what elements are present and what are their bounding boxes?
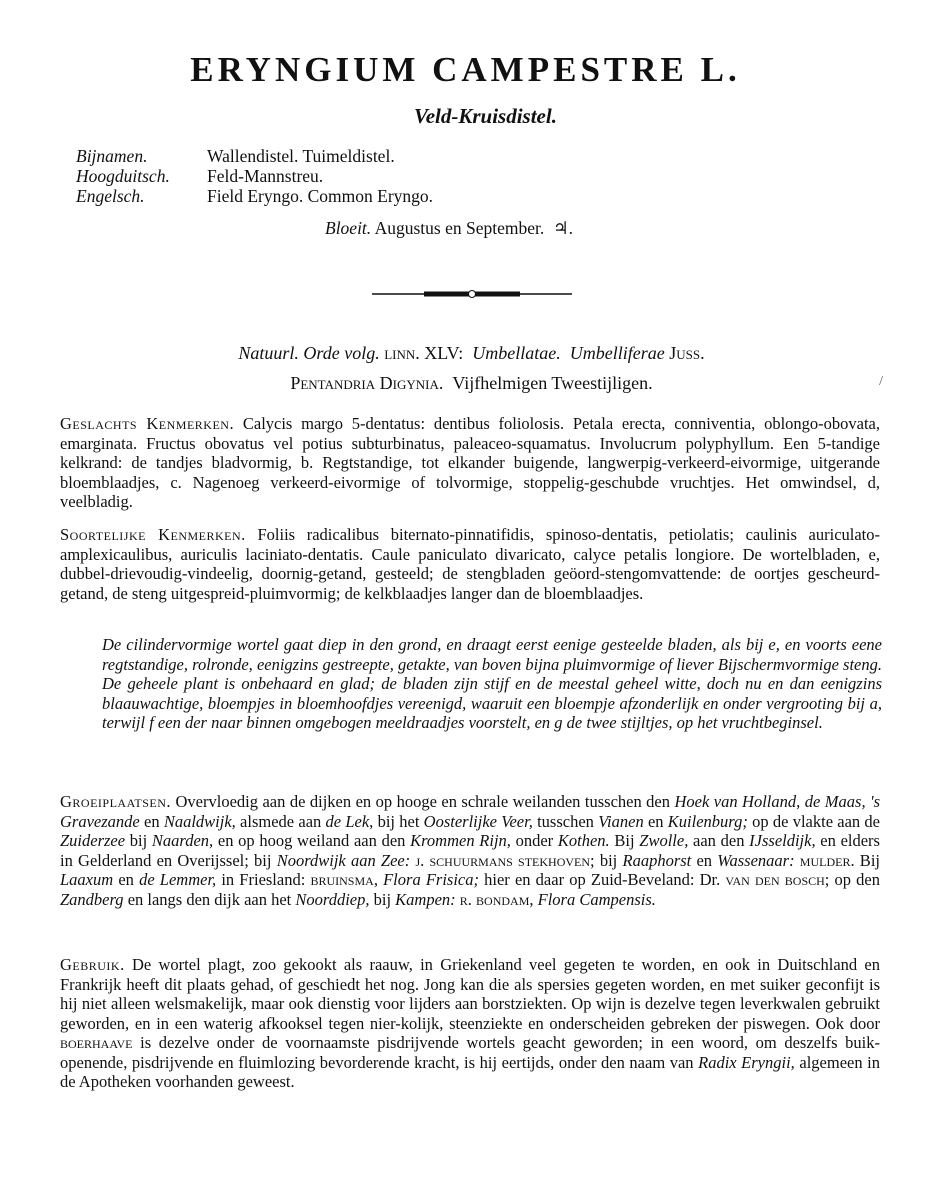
habitat-place: Vianen <box>598 811 644 831</box>
juss-abbrev: Juss. <box>669 343 705 363</box>
habitat-text: Bij <box>609 831 640 850</box>
collector-name: r. bondam, <box>455 889 534 909</box>
habitat-text: tusschen <box>532 811 599 831</box>
habitat-place: Kothen. <box>557 831 610 850</box>
habitat-text: Bij <box>854 850 880 870</box>
genus-characters-text: Calycis margo 5-dentatus: dentibus foliolosis. Petala erecta, conniventia, oblongo-obovata, emarginata. Fructus obovatus vel potius subturbinatus, paleaceo-squamatus. Involucrum polyphyllum. Een 5-tandige kelkrand: de tandjes bladvormig, b. Regtstandige, tot elkander buigende, langwerpig-verkeerd-eivormige, uitgerande bloemblaadjes, c. Nagenoeg verkeerd-eivormige of tolvormige, stoppelig-geschubde vruchtjes. Het omwindsel, d, veelbladig. <box>60 414 881 511</box>
drug-name: Radix Eryngii, <box>698 1052 795 1072</box>
collector-name: j. schuurmans stekhoven; <box>410 850 595 870</box>
habitat-text: bij <box>369 889 396 909</box>
habitat-text: in Friesland: <box>216 870 311 889</box>
linn-abbrev: linn. <box>384 343 420 363</box>
habitat-text: bij <box>125 831 152 850</box>
flowering-line <box>325 218 573 239</box>
synonym-row <box>76 186 433 206</box>
usage-heading: Gebruik. <box>60 955 125 974</box>
flowering-label: Bloeit. <box>325 218 372 238</box>
flowering-months: Augustus en September. <box>374 218 545 238</box>
habitat-text: onder <box>510 831 558 850</box>
synonym-value: Field Eryngo. Common Eryngo. <box>207 186 434 206</box>
species-characters <box>60 525 880 603</box>
genus-characters-heading: Geslachts Kenmerken. <box>60 414 235 433</box>
habitat-text: op den <box>829 870 881 889</box>
order-umbelliferae: Umbelliferae <box>569 343 665 363</box>
habitat-text: en <box>643 811 668 831</box>
habitat-place: Kampen: <box>395 889 456 909</box>
habitat-place: Oosterlijke Veer, <box>423 811 533 831</box>
flora-title: Flora Frisica; <box>377 870 479 889</box>
habitat-text: hier en daar op Zuid-Beveland: Dr. <box>479 870 726 889</box>
habitat-text: alsmede aan <box>235 811 326 831</box>
habitat-text: en <box>691 850 718 870</box>
usage-text: is dezelve onder de voornaamste pisdrijvende wortels geacht geworden; in een woord, om deszelfs buik-openende, pisdrijvende en fluimlozing bevorderende kracht, is hij eertijds, onder den naam van <box>60 1033 880 1072</box>
habitat-text: aan den <box>688 831 750 850</box>
habitat-text: en op hoog weiland aan den <box>213 831 411 850</box>
collector-name: mulder. <box>794 850 855 870</box>
habitat-text: bij <box>594 850 623 870</box>
order-number: XLV: <box>424 343 464 363</box>
habitat-place: Krommen Rijn, <box>410 831 511 850</box>
habitat-place: de Lek, <box>325 811 374 831</box>
margin-mark: / <box>879 374 883 389</box>
usage-text: De wortel plagt, zoo gekookt als raauw, in Griekenland veel gegeten te worden, en ook in Duitschland en Frankrijk heeft dit plaats gehad, of geschiedt het nog. Jong kan die als spersies gegeten worden, en met suiker geconfijt is hij niet alleen welsmakelijk, maar ook dienstig voor lijders aan borstziekten. Op wijn is dezelve tegen leverkwalen gebruikt geworden, en in een waterig afkooksel tegen nier-kolijk, steenziekte en onderscheiden gebreken der piswegen. Ook door <box>60 955 880 1033</box>
usage-text: algemeen in de Apotheken voorhanden geweest. <box>60 1052 881 1091</box>
habitat-place: de Lemmer, <box>139 870 217 889</box>
species-characters-heading: Soortelijke Kenmerken. <box>60 525 246 544</box>
habitat-text: en <box>113 870 140 889</box>
order-umbellatae: Umbellatae. <box>472 343 561 363</box>
collector-name: van den bosch; <box>725 870 830 889</box>
synonym-label: Hoogduitsch. <box>76 166 170 186</box>
habitat-text: en langs den dijk aan het <box>123 889 296 909</box>
habitats-heading: Groeiplaatsen. <box>60 792 172 811</box>
synonym-value: Wallendistel. Tuimeldistel. <box>207 146 395 166</box>
plant-description: De cilindervormige wortel gaat diep in den grond, en draagt eerst eenige gesteelde bladen, als bij e, en voorts eene regtstandige, rolronde, eenigzins gestreepte, getakte, van boven bijna pluimvormige of liever Bijschermvormige steng. De geheele plant is onbehaard en glad; de bladen zijn stijf en de meestal geheel witte, doch nu en dan eenigzins blaauwachtige, bloempjes in bloemhoofdjes vereenigd, waaruit een bloempje afzonderlijk en onder vergrooting bij a, terwijl f een der naar binnen omgebogen meeldraadjes voorstelt, en g de twee stijltjes, op het vruchtbeginsel. <box>102 635 882 732</box>
synonym-label: Bijnamen. <box>76 146 148 166</box>
order-prefix: Natuurl. Orde volg. <box>238 343 380 363</box>
species-characters-text: Foliis radicalibus biternato-pinnatifidis, spinoso-dentatis, petiolatis; caulinis auriculato-amplexicaulibus, auriculis laciniato-dentatis. Caule paniculato divaricato, calyce petalis longiore. De wortelbladen, e, dubbel-drievoudig-vindeelig, doornig-getand, gesteeld; de stengbladen geöord-stengomvattende: de oortjes gescheurd-getand, de steng uitgespreid-pluimvormig; de kelkblaadjes langer dan de bloemblaadjes. <box>60 525 881 603</box>
author-name: boerhaave <box>60 1033 133 1052</box>
habitat-place: Zandberg <box>60 889 124 909</box>
habitat-place: IJsseldijk, <box>749 831 816 850</box>
synonym-row <box>76 146 433 166</box>
habitat-text: en elders in Gelderland en Overijssel; bij <box>60 831 880 870</box>
habitat-place: Laaxum <box>60 870 114 889</box>
habitat-place: Wassenaar: <box>717 850 795 870</box>
habitat-place: Zuiderzee <box>60 831 126 850</box>
perennial-symbol: ♃. <box>552 218 574 238</box>
dutch-class: Vijfhelmigen Tweestijligen. <box>452 373 653 393</box>
ornamental-divider <box>372 290 572 298</box>
habitat-place: Naarden, <box>151 831 214 850</box>
habitat-place: Raaphorst <box>622 850 692 870</box>
genus-characters <box>60 414 880 512</box>
habitat-text: bij het <box>373 811 424 831</box>
latin-class: Pentandria Digynia. <box>290 373 444 393</box>
synonyms-block <box>76 146 433 206</box>
synonym-value: Feld-Mannstreu. <box>207 166 324 186</box>
natural-order-line <box>0 343 931 364</box>
habitat-place: Zwolle, <box>639 831 689 850</box>
page-title: ERYNGIUM CAMPESTRE L. <box>190 50 741 89</box>
habitat-place: Hoek van Holland, de Maas, 's Gravezande <box>60 792 880 831</box>
habitat-place: Kuilenburg; <box>667 811 748 831</box>
habitat-text: op de vlakte aan de <box>747 811 880 831</box>
class-order-line <box>0 373 931 394</box>
habitat-text: en <box>139 811 164 831</box>
synonym-row <box>76 166 433 186</box>
collector-name: bruinsma, <box>310 870 378 889</box>
habitat-place: Noordwijk aan Zee: <box>276 850 411 870</box>
flora-title: Flora Campensis. <box>533 889 656 909</box>
synonym-label: Engelsch. <box>76 186 145 206</box>
habitats <box>60 792 880 909</box>
dutch-name: Veld-Kruisdistel. <box>414 104 557 128</box>
usage <box>60 955 880 1092</box>
habitat-place: Naaldwijk, <box>163 811 236 831</box>
habitat-text: Overvloedig aan de dijken en op hooge en schrale weilanden tusschen den <box>175 792 675 811</box>
habitat-place: Noorddiep, <box>295 889 370 909</box>
